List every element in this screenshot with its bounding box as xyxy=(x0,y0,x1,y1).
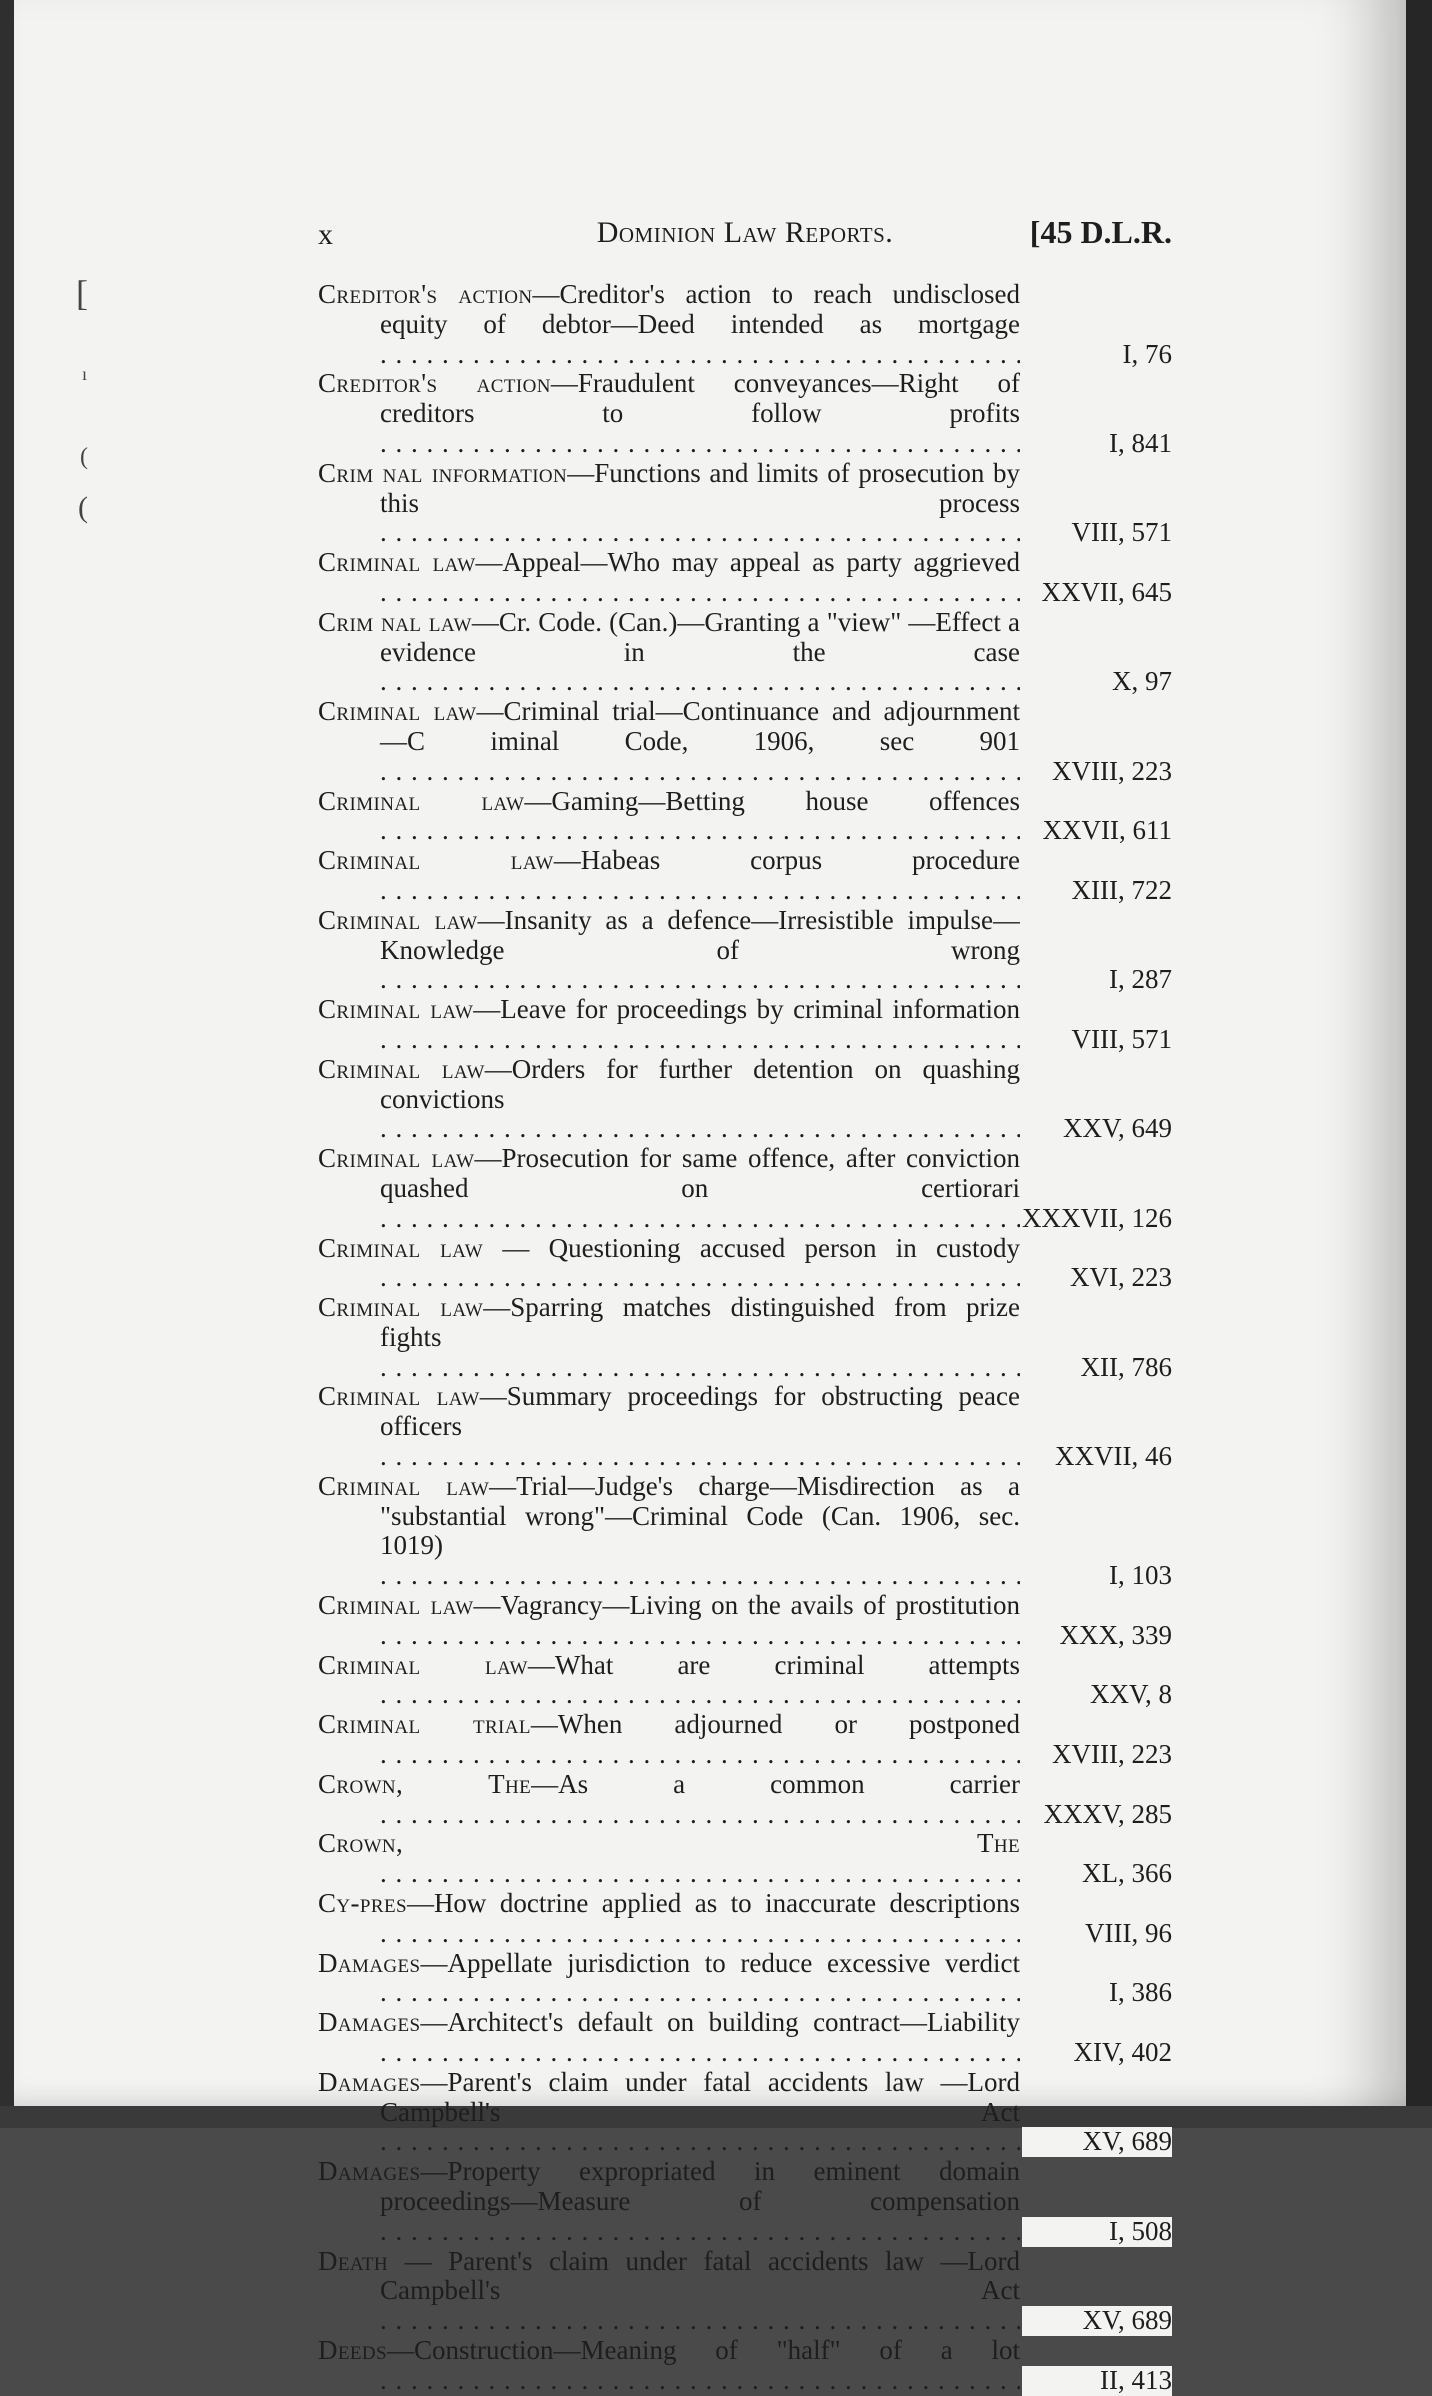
running-title: Dominion Law Reports. xyxy=(596,216,894,249)
entry-text xyxy=(318,1770,1020,1830)
entry-citation: XVIII, 223 xyxy=(1022,757,1172,787)
entry-citation: I, 386 xyxy=(1022,1978,1172,2008)
entry-citation: XXXV, 285 xyxy=(1022,1800,1172,1830)
index-entry xyxy=(318,1293,1172,1382)
entry-description: —What are criminal attempts xyxy=(527,1650,1020,1680)
entry-description: —Sparring matches distinguished from prize fights xyxy=(380,1293,1020,1352)
entry-citation: XXVII, 645 xyxy=(1022,578,1172,608)
entry-description: —Gaming—Betting house offences xyxy=(524,786,1020,816)
entry-description: — Parent's claim under fatal accidents law —Lord Campbell's Act xyxy=(380,2246,1020,2306)
entry-description: —When adjourned or postponed xyxy=(530,1710,1020,1740)
book-cover-left-edge xyxy=(0,0,14,2128)
entry-description: —Construction—Meaning of "half" of a lot xyxy=(387,2335,1020,2365)
index-entry xyxy=(318,1889,1172,1949)
entry-heading: Death xyxy=(318,2246,389,2276)
running-header xyxy=(318,212,1172,256)
entry-heading: Criminal law xyxy=(318,1591,474,1621)
book-page: [ ı ( ( xyxy=(14,0,1406,2106)
entry-text xyxy=(318,1651,1020,1711)
entry-citation: XVIII, 223 xyxy=(1022,1740,1172,1770)
entry-text xyxy=(318,280,1020,369)
index-entry xyxy=(318,548,1172,608)
page-folio: x xyxy=(318,218,333,251)
index-entry xyxy=(318,608,1172,697)
entry-text xyxy=(318,2336,1020,2396)
entry-citation: XV, 689 xyxy=(1022,2306,1172,2336)
index-entry xyxy=(318,846,1172,906)
entry-text xyxy=(318,787,1020,847)
entry-description: —Leave for proceedings by criminal information xyxy=(473,995,1020,1025)
book-cover-right-edge xyxy=(1406,0,1432,2128)
entry-citation: VIII, 96 xyxy=(1022,1919,1172,1949)
entry-text xyxy=(318,2008,1020,2068)
entry-text xyxy=(318,697,1020,786)
index-entry xyxy=(318,459,1172,548)
entry-text xyxy=(318,608,1020,697)
entry-text xyxy=(318,1055,1020,1144)
entry-citation: XXX, 339 xyxy=(1022,1621,1172,1651)
entry-citation: I, 508 xyxy=(1022,2217,1172,2247)
entry-text xyxy=(318,1472,1020,1591)
entry-heading: Crim nal information xyxy=(318,458,568,488)
entry-heading: Criminal law xyxy=(318,1054,485,1084)
entry-text xyxy=(318,846,1020,906)
entry-description: —As a common carrier xyxy=(531,1769,1020,1799)
index-entry xyxy=(318,2068,1172,2157)
entry-text xyxy=(318,1234,1020,1294)
entry-heading: Criminal law xyxy=(318,697,477,727)
entry-heading: Creditor's action xyxy=(318,369,551,399)
entry-heading: Criminal law xyxy=(318,786,525,816)
entry-heading: Criminal law xyxy=(318,1293,484,1323)
entry-text xyxy=(318,1949,1020,2009)
index-entry xyxy=(318,1770,1172,1830)
entry-description: —Prosecution for same offence, after conviction quashed on certiorari xyxy=(380,1144,1020,1203)
entry-text xyxy=(318,2157,1020,2246)
entry-text xyxy=(318,459,1020,548)
entry-description: —Property expropriated in eminent domain proceedings—Measure of compensation xyxy=(380,2157,1020,2216)
index-entry xyxy=(318,1382,1172,1471)
index-entry xyxy=(318,1234,1172,1294)
entry-text xyxy=(318,1144,1020,1233)
entry-description: —Architect's default on building contract—Liability xyxy=(420,2008,1020,2038)
entry-citation: VIII, 571 xyxy=(1022,518,1172,548)
entry-description: —Creditor's action to reach undisclosed equity of debtor—Deed intended as mortgage xyxy=(380,280,1020,339)
entry-description: —Habeas corpus procedure xyxy=(553,846,1020,876)
entry-description: —Orders for further detention on quashing convictions xyxy=(380,1054,1020,1114)
entry-heading: Deeds xyxy=(318,2335,387,2365)
index-entry xyxy=(318,1055,1172,1144)
entry-heading: Criminal law xyxy=(318,1233,484,1263)
entry-citation: I, 103 xyxy=(1022,1561,1172,1591)
index-entry xyxy=(318,1651,1172,1711)
entry-description: —Cr. Code. (Can.)—Granting a "view" —Effect a evidence in the case xyxy=(380,607,1020,667)
entry-citation: X, 97 xyxy=(1022,667,1172,697)
index-entry xyxy=(318,1949,1172,2009)
entry-text xyxy=(318,1710,1020,1770)
entry-text xyxy=(318,995,1020,1055)
entry-citation: I, 76 xyxy=(1022,340,1172,370)
index-entry xyxy=(318,1829,1172,1889)
volume-reference: [45 D.L.R. xyxy=(1029,214,1172,250)
entry-heading: Criminal law xyxy=(318,1382,480,1412)
entry-heading: Criminal law xyxy=(318,905,478,935)
entry-description: —How doctrine applied as to inaccurate descriptions xyxy=(406,1889,1020,1919)
entry-heading: Damages xyxy=(318,2157,421,2187)
index-entry xyxy=(318,1710,1172,1770)
entry-citation: XXV, 649 xyxy=(1022,1114,1172,1144)
entry-citation: XIV, 402 xyxy=(1022,2038,1172,2068)
entry-heading: Damages xyxy=(318,2008,421,2038)
entry-heading: Crim nal law xyxy=(318,607,472,637)
index-list xyxy=(318,280,1172,2396)
entry-description: —Appellate jurisdiction to reduce excessive verdict xyxy=(420,1948,1020,1978)
entry-citation: I, 841 xyxy=(1022,429,1172,459)
index-entry xyxy=(318,697,1172,786)
index-entry xyxy=(318,1472,1172,1591)
entry-text xyxy=(318,906,1020,995)
entry-citation: XXV, 8 xyxy=(1022,1680,1172,1710)
entry-citation: XVI, 223 xyxy=(1022,1263,1172,1293)
entry-description: —Functions and limits of prosecution by this process xyxy=(380,458,1020,518)
index-entry xyxy=(318,1144,1172,1233)
index-entry xyxy=(318,2336,1172,2396)
entry-citation: I, 287 xyxy=(1022,965,1172,995)
entry-description: —Appeal—Who may appeal as party aggrieved xyxy=(475,548,1020,578)
entry-text xyxy=(318,2068,1020,2157)
entry-heading: Damages xyxy=(318,1948,421,1978)
entry-heading: Creditor's action xyxy=(318,280,533,309)
entry-description: —Parent's claim under fatal accidents law —Lord Campbell's Act xyxy=(380,2067,1020,2127)
entry-heading: Criminal law xyxy=(318,548,476,578)
entry-description: —Fraudulent conveyances—Right of creditors to follow profits xyxy=(380,369,1020,429)
entry-heading: Criminal law xyxy=(318,1650,528,1680)
entry-heading: Damages xyxy=(318,2067,421,2097)
entry-heading: Criminal law xyxy=(318,1144,475,1174)
entry-description: —Summary proceedings for obstructing peace officers xyxy=(380,1382,1020,1442)
index-entry xyxy=(318,787,1172,847)
index-entry xyxy=(318,2157,1172,2246)
entry-citation: XII, 786 xyxy=(1022,1353,1172,1383)
index-entry xyxy=(318,2008,1172,2068)
entry-heading: Criminal law xyxy=(318,846,554,876)
entry-text xyxy=(318,1591,1020,1651)
entry-citation: XXXVII, 126 xyxy=(1022,1202,1172,1233)
entry-citation: VIII, 571 xyxy=(1022,1025,1172,1055)
entry-citation: XXVII, 46 xyxy=(1022,1442,1172,1472)
entry-description: —Criminal trial—Continuance and adjournment—C iminal Code, 1906, sec 901 xyxy=(380,697,1020,756)
index-entry xyxy=(318,280,1172,369)
entry-heading: Cy-pres xyxy=(318,1889,407,1919)
index-entry xyxy=(318,995,1172,1055)
index-entry xyxy=(318,2247,1172,2336)
entry-heading: Crown, The xyxy=(318,1829,1020,1859)
entry-heading: Criminal law xyxy=(318,1471,490,1501)
entry-text xyxy=(318,548,1020,608)
entry-text xyxy=(318,1829,1020,1889)
entry-citation: XV, 689 xyxy=(1022,2127,1172,2157)
entry-heading: Criminal law xyxy=(318,995,474,1025)
entry-text xyxy=(318,1889,1020,1949)
entry-text xyxy=(318,2247,1020,2336)
entry-description: —Vagrancy—Living on the avails of prostitution xyxy=(473,1591,1020,1621)
entry-description: —Insanity as a defence—Irresistible impulse—Knowledge of wrong xyxy=(380,905,1020,965)
entry-citation: XIII, 722 xyxy=(1022,876,1172,906)
entry-text xyxy=(318,1382,1020,1471)
entry-heading: Criminal trial xyxy=(318,1710,531,1740)
index-entry xyxy=(318,906,1172,995)
index-entry xyxy=(318,369,1172,458)
entry-text xyxy=(318,1293,1020,1382)
entry-heading: Crown, The xyxy=(318,1769,532,1799)
entry-citation: XL, 366 xyxy=(1022,1859,1172,1889)
index-entry xyxy=(318,1591,1172,1651)
entry-citation: XXVII, 611 xyxy=(1022,816,1172,846)
entry-description: —Trial—Judge's charge—Misdirection as a "substantial wrong"—Criminal Code (Can. 1906, sec. 1019) xyxy=(380,1471,1020,1561)
entry-description: — Questioning accused person in custody xyxy=(483,1233,1020,1263)
entry-text xyxy=(318,369,1020,458)
entry-citation: II, 413 xyxy=(1022,2366,1172,2396)
